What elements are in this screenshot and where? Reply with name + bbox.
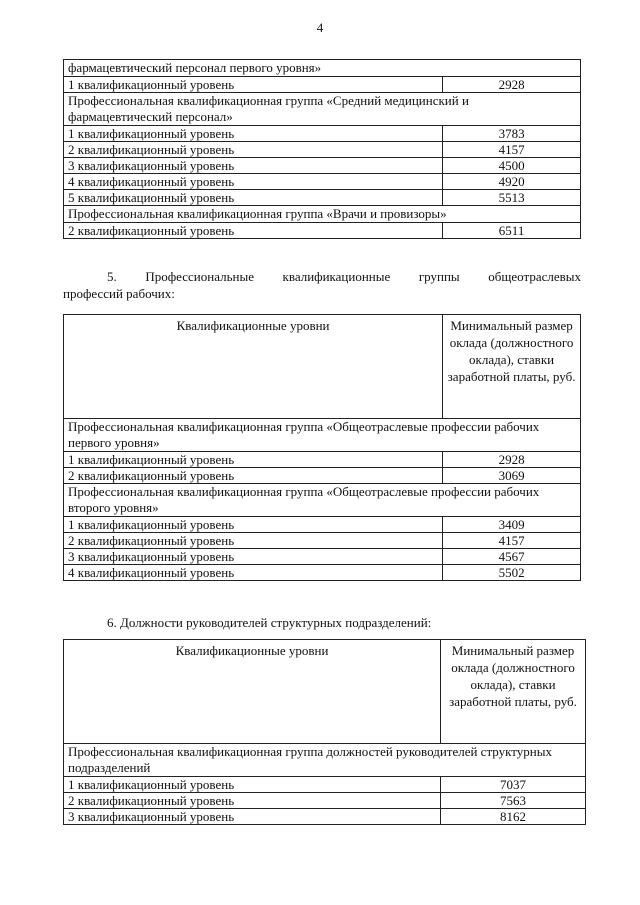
qualification-level: 2 квалификационный уровень [64, 793, 441, 809]
table-row [64, 223, 581, 239]
table-row [64, 549, 581, 565]
qualification-level: 2 квалификационный уровень [64, 223, 443, 239]
qualification-level: 1 квалификационный уровень [64, 77, 443, 93]
salary-value: 4157 [443, 533, 581, 549]
salary-table-workers [63, 314, 581, 581]
table-row [64, 142, 581, 158]
table-row [64, 533, 581, 549]
salary-value: 3783 [443, 126, 581, 142]
salary-value: 3069 [443, 468, 581, 484]
table-header-row [64, 315, 581, 419]
qualification-level: 2 квалификационный уровень [64, 142, 443, 158]
qualification-level: 2 квалификационный уровень [64, 533, 443, 549]
salary-table-medical [63, 59, 581, 239]
salary-value: 5502 [443, 565, 581, 581]
table-row [64, 174, 581, 190]
header-minimum-salary: Минимальный размер оклада (должностного оклада), ставки заработной платы, руб. [443, 315, 581, 419]
table-row [64, 809, 586, 825]
salary-value: 4920 [443, 174, 581, 190]
group-title: Профессиональная квалификационная группа «Общеотраслевые профессии рабочих второго уровня» [64, 484, 581, 517]
table-header-row [64, 640, 586, 744]
salary-value: 7037 [441, 777, 586, 793]
salary-value: 5513 [443, 190, 581, 206]
group-title: Профессиональная квалификационная группа «Врачи и провизоры» [64, 206, 581, 223]
section-5-line-1: 5. Профессиональные квалификационные группы общеотраслевых [107, 269, 581, 284]
salary-value: 8162 [441, 809, 586, 825]
page-number: 4 [316, 20, 324, 35]
qualification-level: 1 квалификационный уровень [64, 126, 443, 142]
salary-value: 3409 [443, 517, 581, 533]
salary-table-managers [63, 639, 586, 825]
section-5-line-2: профессий рабочих: [63, 286, 175, 301]
group-title: Профессиональная квалификационная группа «Общеотраслевые профессии рабочих первого уровня» [64, 419, 581, 452]
group-row [64, 60, 581, 77]
qualification-level: 5 квалификационный уровень [64, 190, 443, 206]
header-qualification-levels: Квалификационные уровни [64, 640, 441, 744]
table-row [64, 517, 581, 533]
section-5-heading [63, 268, 581, 302]
table-row [64, 468, 581, 484]
group-row [64, 419, 581, 452]
group-row [64, 93, 581, 126]
table-row [64, 793, 586, 809]
group-row [64, 206, 581, 223]
qualification-level: 1 квалификационный уровень [64, 517, 443, 533]
salary-value: 6511 [443, 223, 581, 239]
table-row [64, 158, 581, 174]
group-title: фармацевтический персонал первого уровня» [64, 60, 581, 77]
qualification-level: 3 квалификационный уровень [64, 809, 441, 825]
salary-value: 4157 [443, 142, 581, 158]
salary-value: 2928 [443, 452, 581, 468]
table-row [64, 452, 581, 468]
section-6-line-1: 6. Должности руководителей структурных подразделений: [107, 615, 432, 630]
qualification-level: 4 квалификационный уровень [64, 565, 443, 581]
header-minimum-salary: Минимальный размер оклада (должностного оклада), ставки заработной платы, руб. [441, 640, 586, 744]
table-row [64, 77, 581, 93]
group-title: Профессиональная квалификационная группа должностей руководителей структурных подразделений [64, 744, 586, 777]
table-row [64, 126, 581, 142]
qualification-level: 4 квалификационный уровень [64, 174, 443, 190]
qualification-level: 2 квалификационный уровень [64, 468, 443, 484]
salary-value: 4567 [443, 549, 581, 565]
salary-value: 2928 [443, 77, 581, 93]
qualification-level: 1 квалификационный уровень [64, 452, 443, 468]
header-qualification-levels: Квалификационные уровни [64, 315, 443, 419]
salary-value: 4500 [443, 158, 581, 174]
table-row [64, 565, 581, 581]
qualification-level: 1 квалификационный уровень [64, 777, 441, 793]
group-row [64, 484, 581, 517]
table-row [64, 777, 586, 793]
salary-value: 7563 [441, 793, 586, 809]
group-title: Профессиональная квалификационная группа «Средний медицинский и фармацевтический персонал» [64, 93, 581, 126]
qualification-level: 3 квалификационный уровень [64, 549, 443, 565]
section-6-heading [107, 614, 431, 631]
table-row [64, 190, 581, 206]
group-row [64, 744, 586, 777]
qualification-level: 3 квалификационный уровень [64, 158, 443, 174]
